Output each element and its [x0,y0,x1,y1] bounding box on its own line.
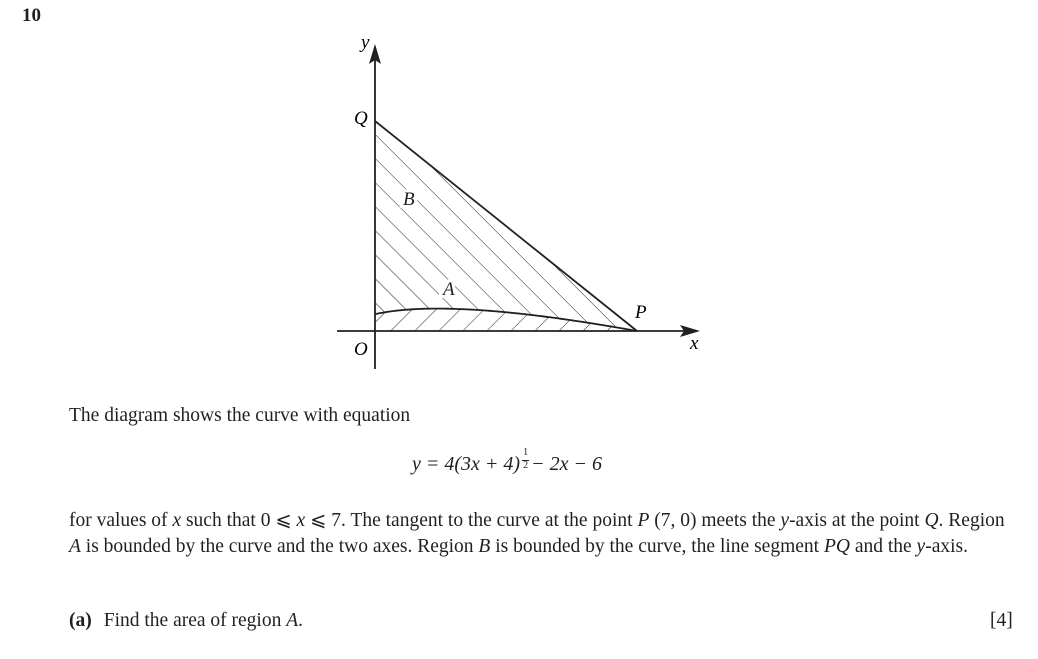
body-segment: -axis at the point [789,510,925,531]
point-p-label: P [635,302,647,323]
body-segment: for values of [69,510,173,531]
region-b-label: B [403,189,415,210]
body-segment: y [780,510,790,531]
x-axis-label: x [690,333,699,354]
region-a-label: A [443,279,455,300]
body-segment: and the [849,536,917,557]
body-segment: B [478,536,491,557]
part-a-marks: [4] [990,610,1013,631]
exponent-denominator: 2 [523,460,529,471]
body-segment: PQ [823,536,850,557]
part-a [69,610,303,632]
body-segment: x [296,510,306,531]
origin-label: O [354,339,368,360]
exponent-numerator: 1 [523,447,529,458]
part-a-segment: . [298,610,304,631]
equation-exponent [521,447,530,473]
y-axis-label: y [361,32,370,53]
equation-lhs: y = 4(3x + 4) [412,453,521,475]
body-segment: ⩽ 7. The tangent to the curve at the point [305,510,638,531]
intro-text: The diagram shows the curve with equation [69,405,411,426]
question-number: 10 [22,5,41,26]
body-segment: y [916,536,926,557]
body-segment: is bounded by the curve and the two axes. Region [80,536,479,557]
point-q-label: Q [354,108,368,129]
body-segment: -axis. [925,536,968,557]
body-segment: A [69,536,81,557]
part-a-text [104,610,303,631]
body-segment: x [172,510,182,531]
body-segment: (7, 0) meets the [649,510,781,531]
curve-equation [412,447,602,476]
body-segment: such that 0 ⩽ [181,510,297,531]
question-body [69,508,1021,560]
body-segment: P [637,510,650,531]
body-segment: . Region [938,510,1005,531]
part-a-segment: A [286,610,299,631]
body-segment: Q [924,510,939,531]
part-a-label: (a) [69,610,92,631]
part-a-segment: Find the area of region [103,610,287,631]
body-segment: is bounded by the curve, the line segment [490,536,824,557]
equation-rhs: − 2x − 6 [531,453,602,475]
